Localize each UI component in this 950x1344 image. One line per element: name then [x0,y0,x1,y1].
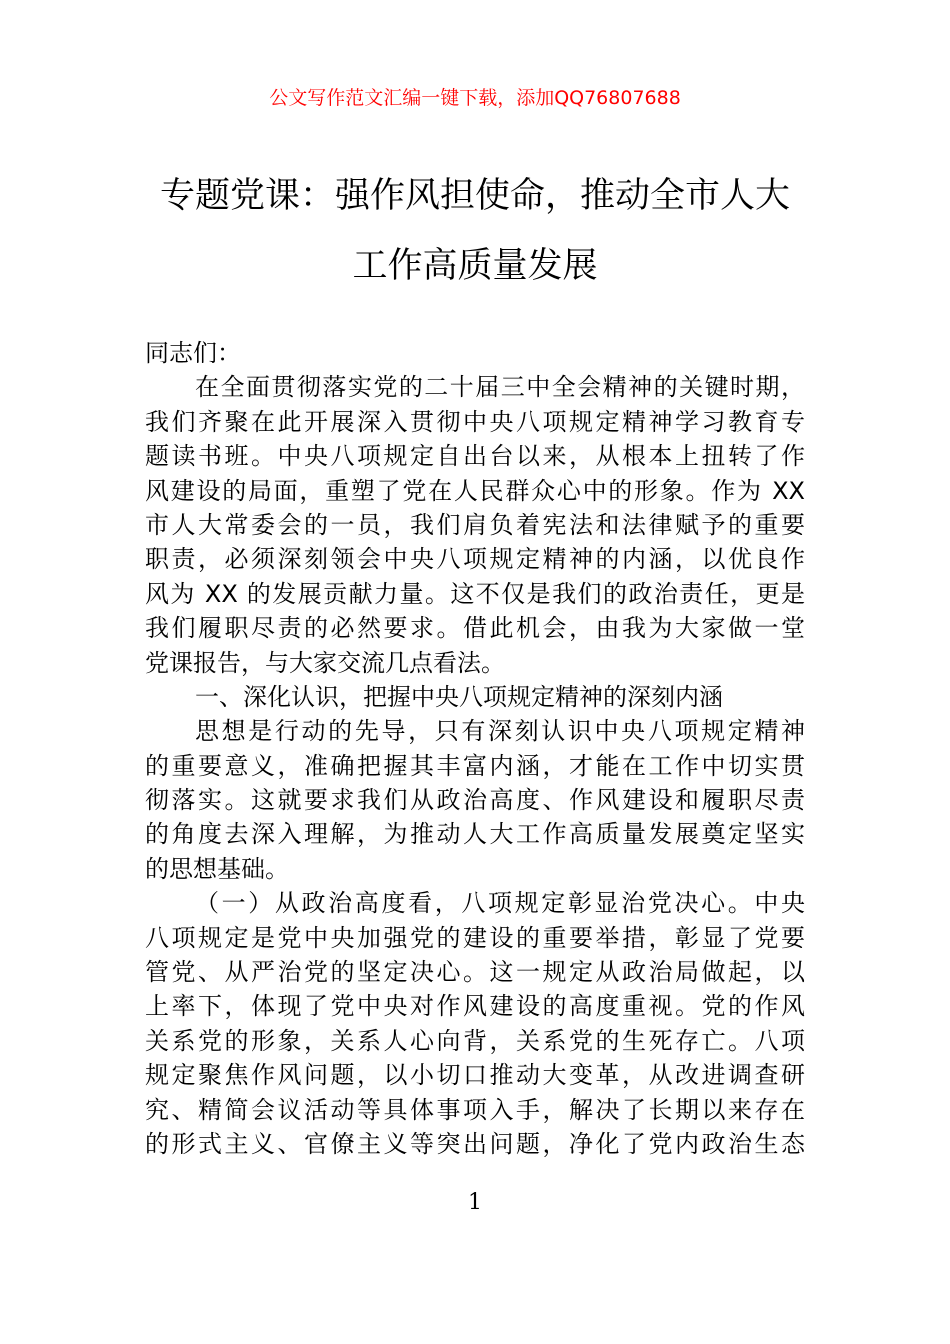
text-line: 思想是行动的先导，只有深刻认识中央八项规定精神 [195,717,805,746]
text-line: 彻落实。这就要求我们从政治高度、作风建设和履职尽责 [145,786,805,815]
text-line: 八项规定是党中央加强党的建设的重要举措，彰显了党要 [145,923,805,952]
text-line: 我们履职尽责的必然要求。借此机会，由我为大家做一堂 [145,614,805,643]
text-line: （一）从政治高度看，八项规定彰显治党决心。中央 [195,889,805,918]
document-title-line-2: 工作高质量发展 [352,246,598,286]
text-line: 职责，必须深刻领会中央八项规定精神的内涵，以优良作 [145,545,805,574]
text-line: 的重要意义，准确把握其丰富内涵，才能在工作中切实贯 [145,751,805,780]
text-line: 我们齐聚在此开展深入贯彻中央八项规定精神学习教育专 [145,407,805,436]
download-notice: 公文写作范文汇编一键下载，添加QQ76807688 [269,87,681,109]
text-line: 管党、从严治党的坚定决心。这一规定从政治局做起，以 [145,958,805,987]
text-line: 市人大常委会的一员，我们肩负着宪法和法律赋予的重要 [145,510,805,539]
text-line: 风为 XX 的发展贡献力量。这不仅是我们的政治责任，更是 [145,579,805,608]
text-line: 上率下，体现了党中央对作风建设的高度重视。党的作风 [145,992,805,1021]
text-line: 一、深化认识，把握中央八项规定精神的深刻内涵 [195,682,723,711]
text-line: 在全面贯彻落实党的二十届三中全会精神的关键时期， [195,373,805,402]
document-title-line-1: 专题党课：强作风担使命，推动全市人大 [159,176,790,216]
text-line: 党课报告，与大家交流几点看法。 [145,648,505,677]
text-line: 风建设的局面，重塑了党在人民群众心中的形象。作为 XX [145,476,805,505]
text-line: 的形式主义、官僚主义等突出问题，净化了党内政治生态 [145,1129,805,1158]
text-line: 的角度去深入理解，为推动人大工作高质量发展奠定坚实 [145,820,805,849]
text-line: 同志们： [145,339,241,367]
text-line: 规定聚焦作风问题，以小切口推动大变革，从改进调查研 [145,1061,805,1090]
paragraph-section-1-heading [145,680,805,714]
paragraph-section-1-body [145,714,805,886]
document-body [145,336,805,1161]
text-line: 究、精简会议活动等具体事项入手，解决了长期以来存在 [145,1095,805,1124]
text-line: 的思想基础。 [145,854,289,883]
text-line: 题读书班。中央八项规定自出台以来，从根本上扭转了作 [145,442,805,471]
paragraph-subsection-1 [145,886,805,1161]
page-number: 1 [468,1190,482,1215]
text-line: 关系党的形象，关系人心向背，关系党的生死存亡。八项 [145,1026,805,1055]
paragraph-salutation [145,336,805,370]
paragraph-intro [145,370,805,680]
